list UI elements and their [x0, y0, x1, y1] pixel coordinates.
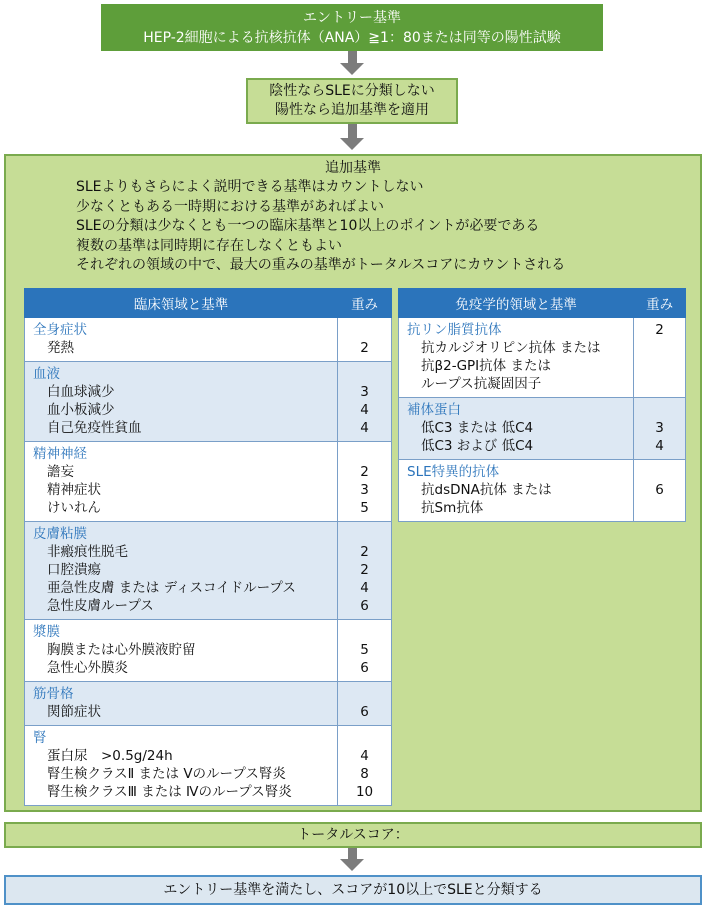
weight: 4 [360, 580, 369, 596]
immunologic-header-weight: 重み [634, 289, 686, 318]
domain-name: 精神神経 [33, 446, 87, 462]
weight: 5 [360, 642, 369, 658]
criterion: 低C3 または 低C4 [421, 420, 534, 436]
weight: 3 [360, 482, 369, 498]
criterion: 亜急性皮膚 または ディスコイドループス [47, 580, 296, 596]
immunologic-table-wrap [398, 288, 686, 522]
criterion: 急性心外膜炎 [47, 660, 128, 676]
weight: 5 [360, 500, 369, 516]
clinical-header-weight: 重み [338, 289, 392, 318]
domain-name: 腎 [33, 730, 47, 746]
weight: 6 [360, 704, 369, 720]
weight: 2 [360, 544, 369, 560]
weight: 4 [655, 438, 664, 454]
clinical-domain-row [25, 318, 392, 362]
immunologic-domain-row [399, 460, 686, 522]
criterion: 精神症状 [47, 482, 101, 498]
domain-name: 筋骨格 [33, 686, 74, 702]
rule-5: それぞれの領域の中で、最大の重みの基準がトータルスコアにカウントされる [76, 257, 566, 273]
weight: 4 [360, 748, 369, 764]
weight: 4 [360, 402, 369, 418]
entry-criteria-box [101, 4, 603, 51]
weight: 10 [355, 784, 374, 800]
criterion: 低C3 および 低C4 [421, 438, 534, 454]
arrow-2 [348, 124, 357, 138]
weight: 6 [655, 482, 664, 498]
criterion: 抗カルジオリピン抗体 または [421, 340, 601, 356]
clinical-header-domain: 臨床領域と基準 [25, 289, 338, 318]
total-score-label: トータルスコア： [297, 827, 409, 843]
criterion: 関節症状 [47, 704, 101, 720]
domain-name: 漿膜 [33, 624, 60, 640]
domain-name: 皮膚粘膜 [33, 526, 87, 542]
weight: 3 [655, 420, 664, 436]
immunologic-header-domain: 免疫学的領域と基準 [399, 289, 634, 318]
clinical-table-wrap [24, 288, 392, 806]
total-score-box [4, 822, 702, 848]
criterion: 譫妄 [47, 464, 74, 480]
conclusion-box [4, 875, 702, 905]
arrow-1-head [340, 63, 364, 75]
negative-rule: 陰性ならSLEに分類しない [269, 83, 435, 99]
immunologic-domain-row [399, 318, 686, 398]
clinical-table [24, 288, 392, 806]
criterion: 腎生検クラスⅡ または Ⅴのループス腎炎 [47, 766, 286, 782]
criterion: ループス抗凝固因子 [421, 376, 542, 392]
additional-criteria-title: 追加基準 [325, 160, 381, 176]
antibody-result-box [246, 78, 458, 124]
clinical-domain-row [25, 726, 392, 806]
domain-name: 抗リン脂質抗体 [407, 322, 502, 338]
criterion: 自己免疫性貧血 [47, 420, 142, 436]
weight: 2 [655, 322, 664, 338]
domain-name: 補体蛋白 [407, 402, 461, 418]
domain-name: SLE特異的抗体 [407, 464, 500, 480]
weight: 2 [360, 340, 369, 356]
clinical-domain-row [25, 682, 392, 726]
weight: 3 [360, 384, 369, 400]
entry-title: エントリー基準 [303, 10, 401, 26]
rule-1: SLEよりもさらによく説明できる基準はカウントしない [76, 179, 424, 195]
clinical-domain-row [25, 620, 392, 682]
weight: 6 [360, 598, 369, 614]
immunologic-domain-row [399, 398, 686, 460]
criterion: 非瘢痕性脱毛 [47, 544, 128, 560]
criterion: 抗Sm抗体 [421, 500, 484, 516]
domain-name: 全身症状 [33, 322, 87, 338]
weight: 6 [360, 660, 369, 676]
criterion: 蛋白尿 >0.5g/24h [47, 748, 173, 764]
weight: 4 [360, 420, 369, 436]
conclusion-text: エントリー基準を満たし、スコアが10以上でSLEと分類する [163, 882, 543, 898]
criterion: 抗β2-GPI抗体 または [421, 358, 551, 374]
criterion: 胸膜または心外膜液貯留 [47, 642, 196, 658]
criterion: 急性皮膚ループス [47, 598, 154, 614]
rule-3: SLEの分類は少なくとも一つの臨床基準と10以上のポイントが必要である [76, 218, 540, 234]
criterion: 抗dsDNA抗体 または [421, 482, 552, 498]
arrow-3 [348, 848, 357, 859]
arrow-3-head [340, 859, 364, 871]
weight: 8 [360, 766, 369, 782]
criterion: 口腔潰瘍 [47, 562, 101, 578]
criterion: 腎生検クラスⅢ または Ⅳのループス腎炎 [47, 784, 292, 800]
positive-rule: 陽性なら追加基準を適用 [275, 102, 429, 118]
entry-text: HEP-2細胞による抗核抗体（ANA）≧1：80または同等の陽性試験 [143, 30, 561, 46]
rule-2: 少なくともある一時期における基準があればよい [76, 198, 384, 215]
criterion: 発熱 [47, 340, 74, 356]
arrow-1 [348, 51, 357, 63]
criterion: けいれん [47, 500, 101, 516]
clinical-domain-row [25, 442, 392, 522]
domain-name: 血液 [33, 366, 60, 382]
clinical-domain-row [25, 362, 392, 442]
rule-4: 複数の基準は同時期に存在しなくともよい [76, 237, 342, 254]
weight: 2 [360, 562, 369, 578]
criterion: 白血球減少 [47, 384, 115, 400]
arrow-2-head [340, 138, 364, 150]
criterion: 血小板減少 [47, 402, 115, 418]
immunologic-table [398, 288, 686, 522]
weight: 2 [360, 464, 369, 480]
clinical-domain-row [25, 522, 392, 620]
